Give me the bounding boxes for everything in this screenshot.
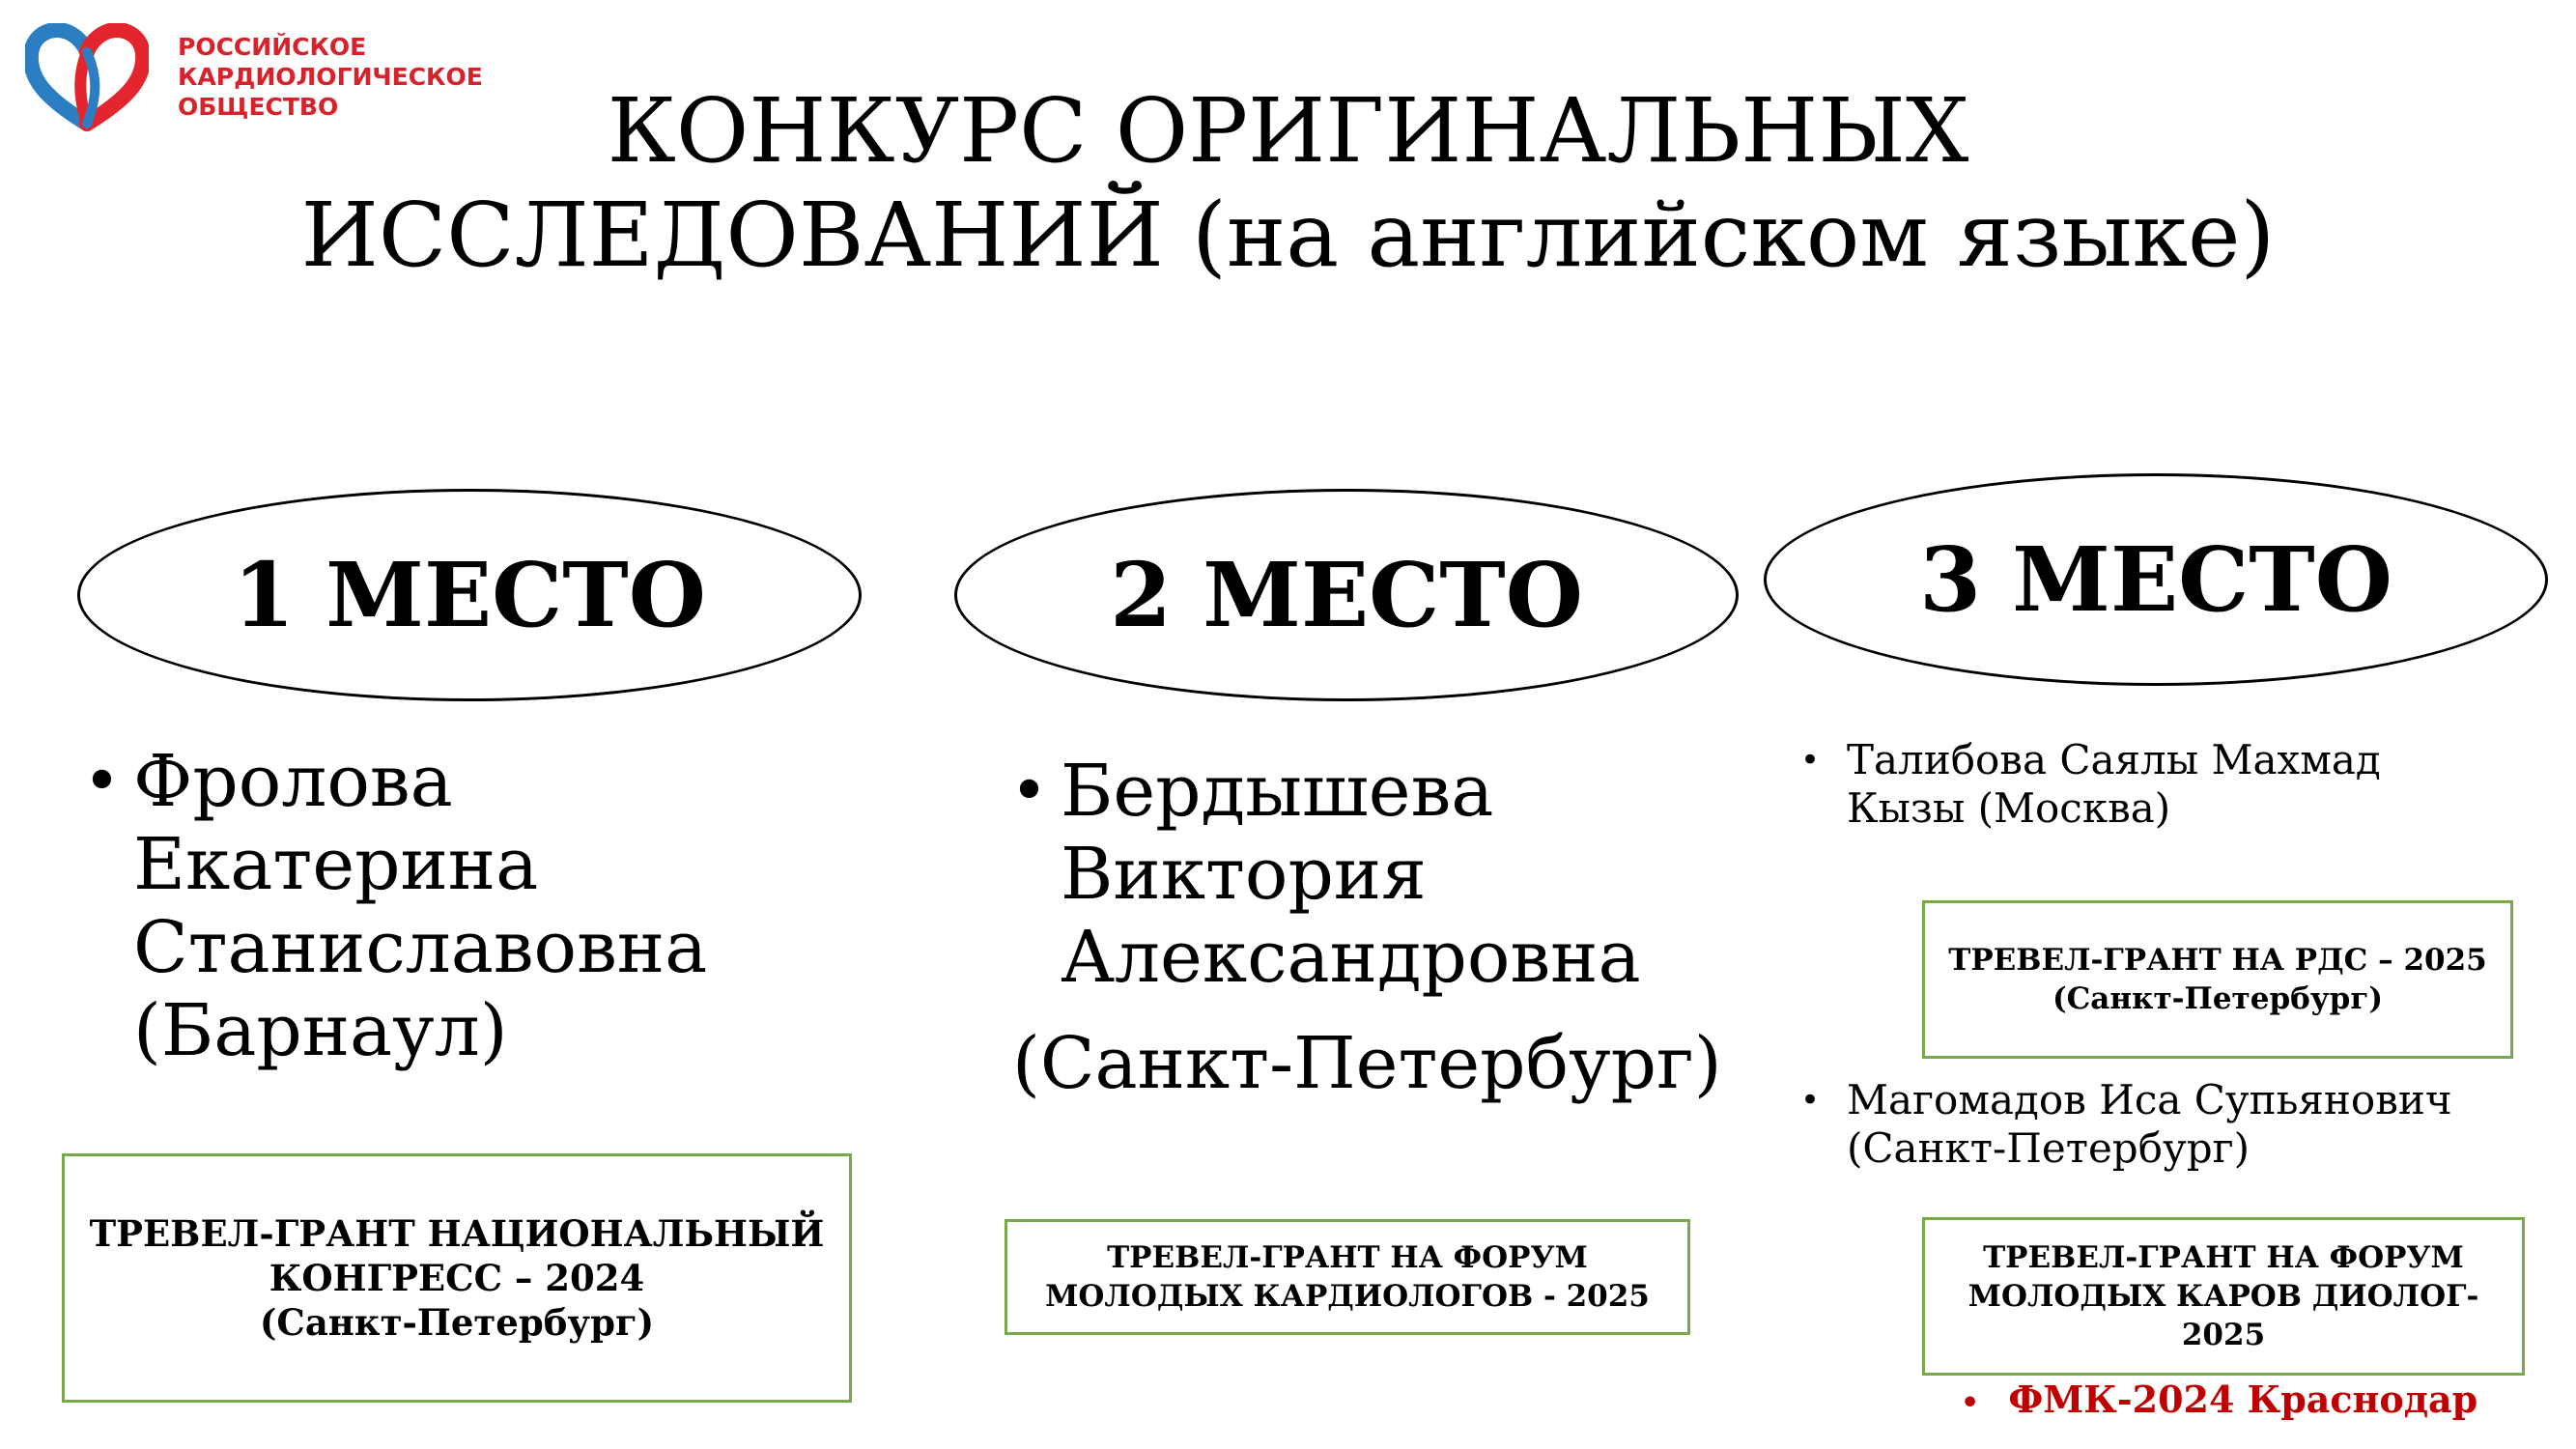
winner-name-line: Екатерина: [133, 823, 539, 906]
grant-line: (Санкт-Петербург): [2052, 981, 2384, 1016]
org-name-line: КАРДИОЛОГИЧЕСКОЕ: [178, 63, 483, 91]
winner-city: (Барнаул): [133, 989, 508, 1072]
grant-line: МОЛОДЫХ КАРОВ ДИОЛОГ-: [1967, 1279, 2479, 1314]
second-place-winner-city: (Санкт-Петербург): [1012, 1022, 1722, 1105]
list-item: [1797, 736, 2381, 833]
third-place-grant-1-box: [1922, 900, 2513, 1059]
page-title-line-1: КОНКУРС ОРИГИНАЛЬНЫХ: [607, 79, 1969, 183]
grant-line: МОЛОДЫХ КАРДИОЛОГОВ - 2025: [1045, 1279, 1650, 1314]
winner-name-line: Станиславовна: [133, 906, 708, 989]
place-2-badge: 2 МЕСТО: [954, 489, 1739, 701]
third-place-note: [1961, 1378, 2477, 1426]
org-name-line: ОБЩЕСТВО: [178, 93, 339, 121]
grant-line: ТРЕВЕЛ-ГРАНТ НА ФОРУМ: [1107, 1240, 1588, 1275]
second-place-winner-list: [1010, 750, 1641, 999]
winner-name-line: Александровна: [1061, 916, 1641, 999]
note-text: ФМК-2024 Краснодар: [2008, 1378, 2478, 1421]
grant-line: ТРЕВЕЛ-ГРАНТ НАЦИОНАЛЬНЫЙ: [89, 1212, 825, 1255]
list-item: [1010, 750, 1641, 999]
grant-line: ТРЕВЕЛ-ГРАНТ НА ФОРУМ: [1983, 1240, 2464, 1275]
winner-name-line: • Магомадов Иса Супьянович: [1847, 1076, 2452, 1123]
grant-line: КОНГРЕСС – 2024: [269, 1257, 645, 1299]
winner-name-line: • Бердышева: [1061, 750, 1494, 833]
third-place-winner-2-list: [1797, 1076, 2452, 1173]
winner-name-line: • Фролова: [133, 740, 453, 823]
place-3-badge: 3 МЕСТО: [1764, 473, 2548, 686]
winner-name-line: Кызы (Москва): [1847, 784, 2171, 832]
grant-line: (Санкт-Петербург): [259, 1301, 655, 1344]
third-place-winner-1-list: [1797, 736, 2381, 833]
place-1-badge: 1 МЕСТО: [77, 489, 862, 701]
list-item: [1797, 1076, 2452, 1173]
first-place-winner-list: [83, 740, 707, 1072]
second-place-grant-box: [1005, 1219, 1690, 1335]
bullet-icon: •: [1961, 1386, 1980, 1420]
grant-line: ТРЕВЕЛ-ГРАНТ НА РДС – 2025: [1948, 943, 2487, 978]
first-place-grant-box: [62, 1153, 852, 1403]
grant-line: 2025: [2181, 1318, 2266, 1352]
third-place-grant-2-box: [1922, 1217, 2525, 1376]
page-title-line-2: ИССЛЕДОВАНИЙ (на английском языке): [300, 184, 2276, 287]
org-name-line: РОССИЙСКОЕ: [178, 33, 367, 61]
winner-name-line: • Талибова Саялы Махмад: [1847, 736, 2381, 783]
winner-name-line: (Санкт-Петербург): [1847, 1124, 2250, 1172]
winner-name-line: Виктория: [1061, 833, 1427, 916]
list-item: [83, 740, 707, 1072]
